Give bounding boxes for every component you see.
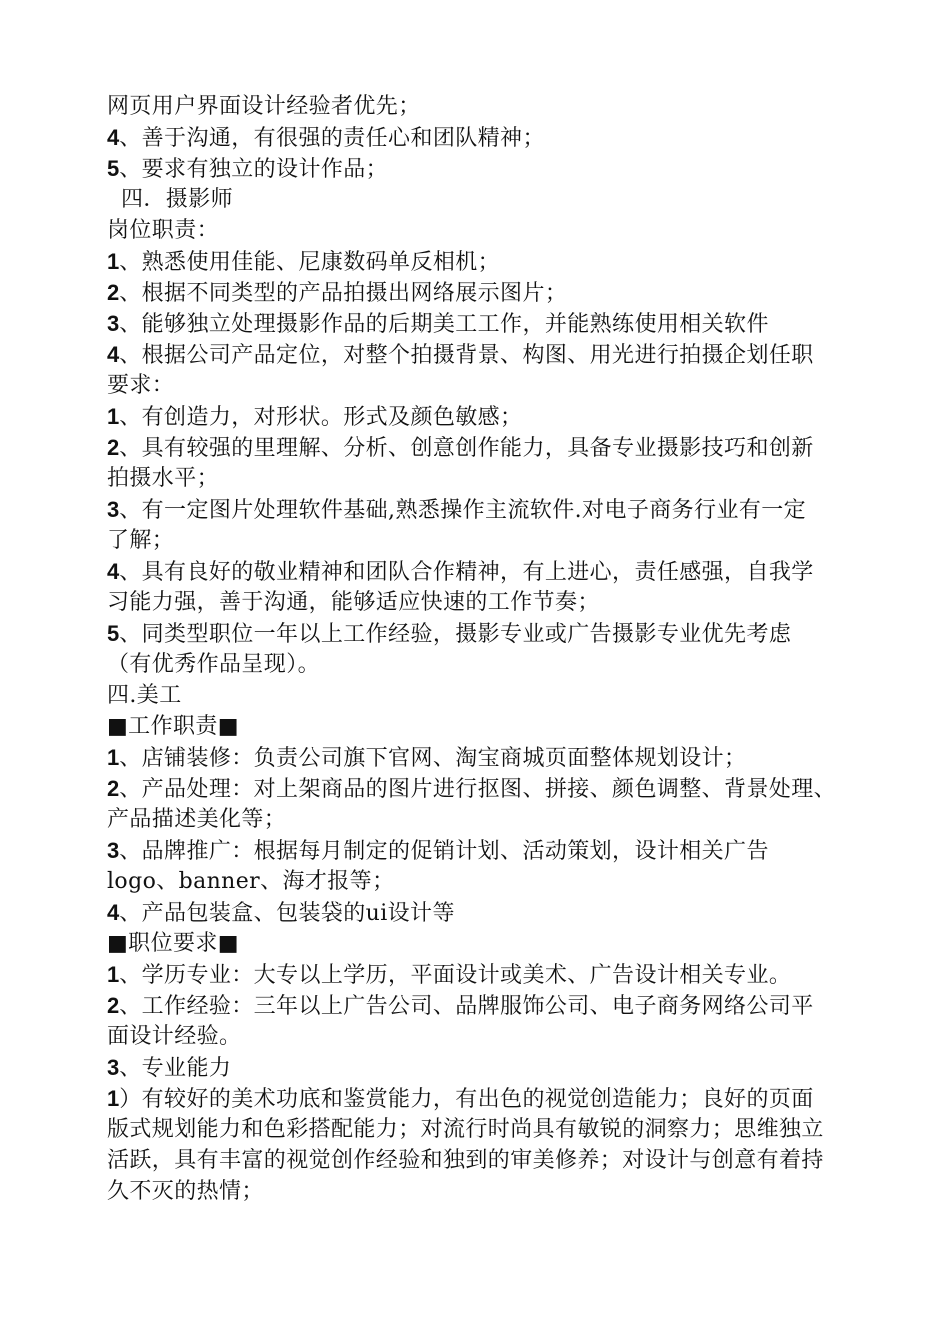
text-line: 4、产品包装盒、包装袋的ui设计等 xyxy=(107,900,455,926)
text-line: 5、要求有独立的设计作品； xyxy=(107,156,389,182)
text-line: 3、能够独立处理摄影作品的后期美工工作，并能熟练使用相关软件 xyxy=(107,311,769,337)
text-line: 2、工作经验：三年以上广告公司、品牌服饰公司、电子商务网络公司平 xyxy=(107,993,814,1019)
text-line: 网页用户界面设计经验者优先； xyxy=(107,94,421,119)
text-line: 了解； xyxy=(107,528,175,553)
subsection-heading: ■工作职责■ xyxy=(107,714,239,739)
text-line: 1、店铺装修：负责公司旗下官网、淘宝商城页面整体规划设计； xyxy=(107,745,747,771)
text-line: （有优秀作品呈现）。 xyxy=(107,652,321,677)
text-line: 4、根据公司产品定位，对整个拍摄背景、构图、用光进行拍摄企划任职 xyxy=(107,342,814,368)
text-line: 要求： xyxy=(107,373,175,398)
subsection-heading: ■职位要求■ xyxy=(107,931,239,956)
text-line: 岗位职责： xyxy=(107,218,220,243)
text-line: 1、学历专业：大专以上学历，平面设计或美术、广告设计相关专业。 xyxy=(107,962,792,988)
text-line: 版式规划能力和色彩搭配能力；对流行时尚具有敏锐的洞察力；思维独立 xyxy=(107,1117,824,1142)
text-line: 4、善于沟通，有很强的责任心和团队精神； xyxy=(107,125,545,151)
text-line: 2、具有较强的里理解、分析、创意创作能力，具备专业摄影技巧和创新 xyxy=(107,435,814,461)
section-heading: 四．摄影师 xyxy=(121,187,234,212)
text-line: 久不灭的热情； xyxy=(107,1179,264,1204)
document-body xyxy=(107,91,867,1207)
text-line: 2、产品处理：对上架商品的图片进行抠图、拼接、颜色调整、背景处理、 xyxy=(107,776,837,802)
text-line: 3、品牌推广：根据每月制定的促销计划、活动策划，设计相关广告 xyxy=(107,838,769,864)
text-line: 2、根据不同类型的产品拍摄出网络展示图片； xyxy=(107,280,568,306)
section-heading: 四.美工 xyxy=(107,683,182,708)
text-line: 1）有较好的美术功底和鉴赏能力，有出色的视觉创造能力；良好的页面 xyxy=(107,1086,814,1112)
text-line: logo、banner、海才报等； xyxy=(107,869,395,894)
text-line: 3、专业能力 xyxy=(107,1055,232,1081)
text-line: 拍摄水平； xyxy=(107,466,220,491)
text-line: 产品描述美化等； xyxy=(107,807,287,832)
text-line: 1、有创造力，对形状。形式及颜色敏感； xyxy=(107,404,523,430)
text-line: 习能力强，善于沟通，能够适应快速的工作节奏； xyxy=(107,590,600,615)
text-line: 5、同类型职位一年以上工作经验，摄影专业或广告摄影专业优先考虑 xyxy=(107,621,792,647)
text-line: 面设计经验。 xyxy=(107,1024,242,1049)
text-line: 1、熟悉使用佳能、尼康数码单反相机； xyxy=(107,249,501,275)
text-line: 活跃，具有丰富的视觉创作经验和独到的审美修养；对设计与创意有着持 xyxy=(107,1148,824,1173)
text-line: 3、有一定图片处理软件基础,熟悉操作主流软件.对电子商务行业有一定 xyxy=(107,497,807,523)
text-line: 4、具有良好的敬业精神和团队合作精神，有上进心，责任感强，自我学 xyxy=(107,559,814,585)
